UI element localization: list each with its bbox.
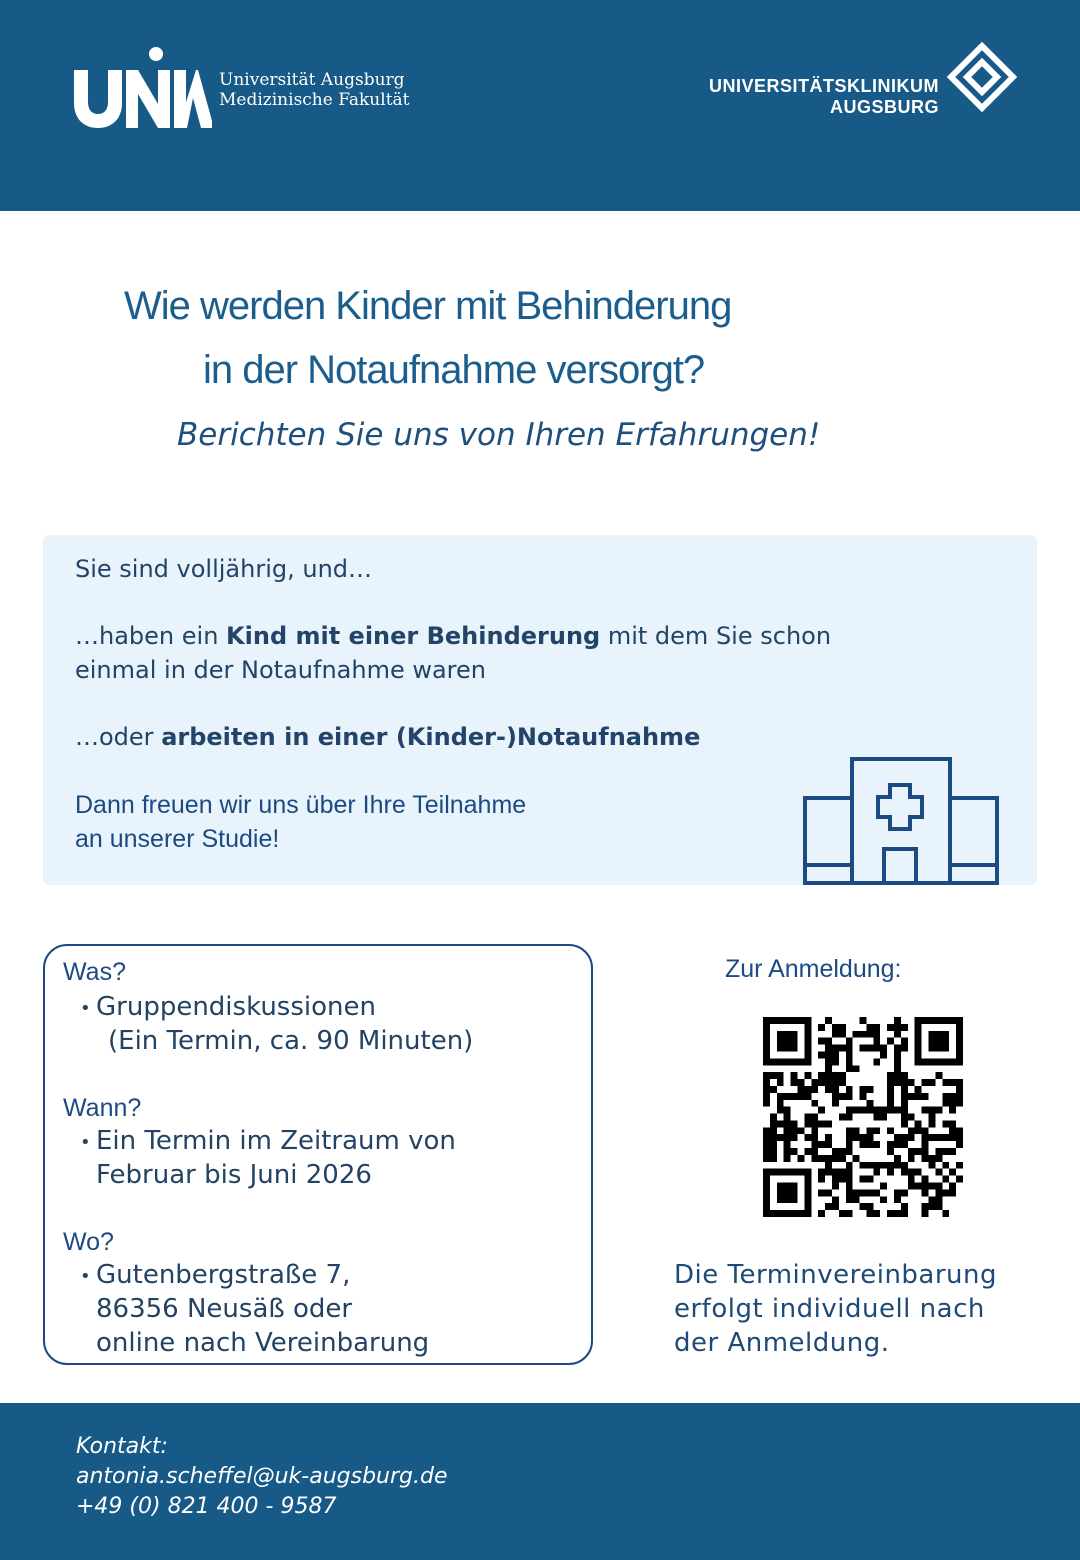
text-fragment: mit dem Sie schon — [600, 622, 832, 650]
emphasis-text: Kind mit einer Behinderung — [226, 622, 601, 650]
klinikum-name — [709, 76, 939, 118]
klinikum-logo-icon — [945, 40, 1019, 114]
was-line2: (Ein Termin, ca. 90 Minuten) — [108, 1026, 474, 1056]
eligibility-parent-line1 — [75, 619, 831, 653]
wann-line1: Ein Termin im Zeitraum von — [96, 1126, 456, 1156]
eligibility-parent-line2: einmal in der Notaufnahme waren — [75, 656, 486, 684]
contact-phone: +49 (0) 821 400 - 9587 — [76, 1494, 337, 1519]
note-line1: Die Terminvereinbarung — [674, 1260, 998, 1290]
cta-line1: Dann freuen wir uns über Ihre Teilnahme — [75, 791, 527, 819]
page-subtitle: Berichten Sie uns von Ihren Erfahrungen! — [177, 417, 821, 453]
university-name — [219, 70, 410, 110]
qr-finder-pattern — [766, 1020, 807, 1061]
wo-line3: online nach Vereinbarung — [96, 1328, 430, 1358]
note-line2: erfolgt individuell nach — [674, 1294, 985, 1324]
bullet-icon: • — [80, 998, 91, 1019]
qr-finder-pattern — [918, 1020, 959, 1061]
registration-heading: Zur Anmeldung: — [725, 955, 902, 983]
emphasis-text: arbeiten in einer (Kinder-)Notaufnahme — [161, 723, 701, 751]
cta-line2: an unserer Studie! — [75, 825, 280, 853]
qr-finder-pattern — [766, 1172, 807, 1213]
wo-line2: 86356 Neusäß oder — [96, 1294, 353, 1324]
hospital-icon — [800, 755, 1002, 885]
klinikum-line2: AUGSBURG — [829, 97, 939, 117]
was-heading: Was? — [63, 958, 126, 986]
bullet-icon: • — [80, 1132, 91, 1153]
page-title-line2: in der Notaufnahme versorgt? — [203, 348, 705, 392]
text-fragment: …oder — [75, 723, 162, 751]
header-banner — [0, 0, 1080, 211]
was-line1: Gruppendiskussionen — [96, 992, 376, 1022]
page-title-line1: Wie werden Kinder mit Behinderung — [124, 284, 732, 328]
eligibility-intro: Sie sind volljährig, und… — [75, 555, 373, 583]
qr-code[interactable] — [763, 1017, 963, 1217]
contact-label: Kontakt: — [76, 1434, 168, 1459]
wann-line2: Februar bis Juni 2026 — [96, 1160, 372, 1190]
faculty-line: Medizinische Fakultät — [219, 90, 410, 110]
uni-augsburg-logo — [72, 46, 212, 130]
wann-heading: Wann? — [63, 1094, 142, 1122]
registration-note — [674, 1258, 997, 1360]
note-line3: der Anmeldung. — [674, 1328, 890, 1358]
bullet-icon: • — [80, 1266, 91, 1287]
contact-block — [76, 1432, 448, 1522]
wo-heading: Wo? — [63, 1228, 114, 1256]
contact-email-link[interactable]: antonia.scheffel@uk-augsburg.de — [76, 1464, 448, 1489]
wo-line1: Gutenbergstraße 7, — [96, 1260, 351, 1290]
university-line: Universität Augsburg — [219, 70, 405, 90]
klinikum-line1: UNIVERSITÄTSKLINIKUM — [709, 76, 939, 96]
eligibility-staff — [75, 720, 700, 754]
text-fragment: …haben ein — [75, 622, 227, 650]
